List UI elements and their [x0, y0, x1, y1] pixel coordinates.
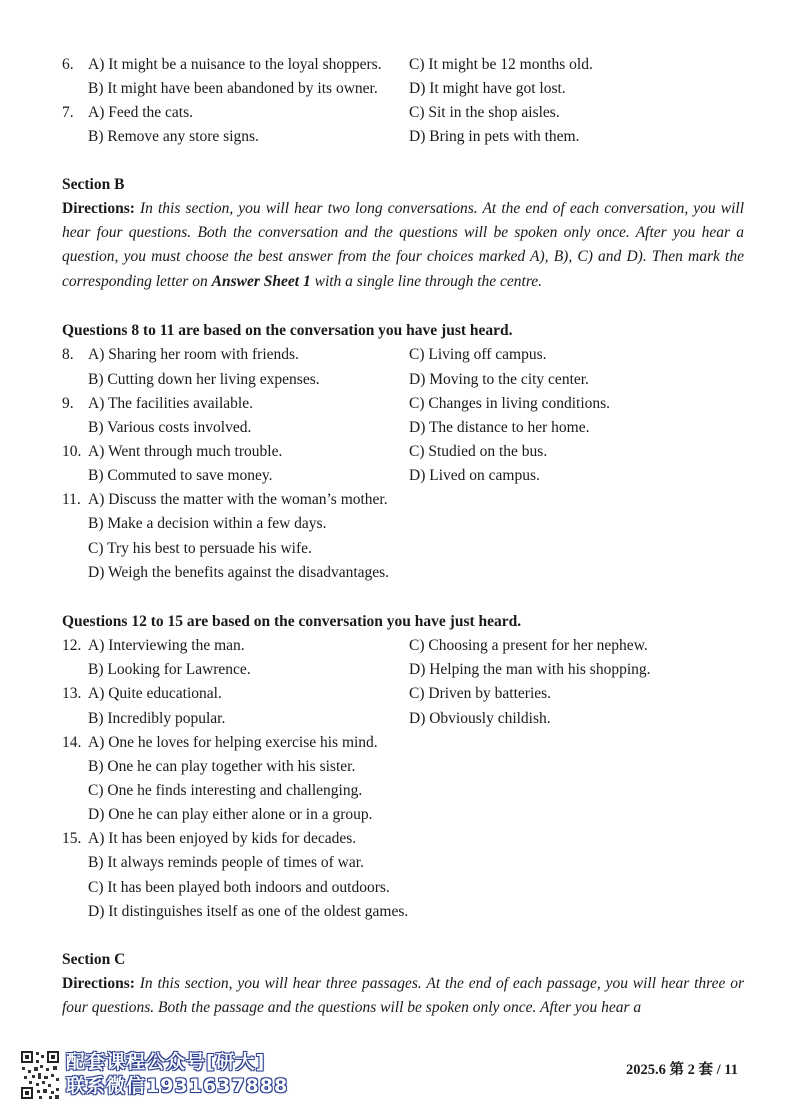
option-a: A) Quite educational.: [88, 685, 222, 702]
option-b: B) It might have been abandoned by its owner.: [88, 80, 378, 97]
option-d: D) It distinguishes itself as one of the oldest games.: [88, 903, 409, 920]
option-c: C) Try his best to persuade his wife.: [88, 540, 312, 557]
promo-line-contact: 联系微信1931637888: [66, 1075, 289, 1097]
option-d: D) It might have got lost.: [409, 80, 566, 97]
option-c: C) Studied on the bus.: [409, 443, 548, 460]
option-d: D) Bring in pets with them.: [409, 128, 580, 145]
option-d: D) One he can play either alone or in a group.: [88, 806, 373, 823]
option-c: C) Living off campus.: [409, 346, 547, 363]
option-c: C) Changes in living conditions.: [409, 395, 611, 412]
directions-label: Directions:: [62, 975, 135, 992]
directions-text: In this section, you will hear two long conversations. At the end of each conversation, you will hear four questions. Both the conversation and the questions will be spoken only once. After you hear a question, you must choose the best answer from the four choices marked A), B), C) and D). Then mark the corresponding letter on: [62, 200, 744, 290]
directions-text-end: with a single line through the centre.: [310, 272, 543, 290]
option-a: A) It might be a nuisance to the loyal shoppers.: [88, 56, 382, 73]
option-c: C) One he finds interesting and challenging.: [88, 782, 363, 799]
option-a: A) Interviewing the man.: [88, 637, 245, 654]
option-d: D) Weigh the benefits against the disadvantages.: [88, 564, 390, 581]
option-a: A) The facilities available.: [88, 395, 253, 412]
option-a: A) Discuss the matter with the woman’s mother.: [88, 491, 388, 508]
answer-sheet-label: Answer Sheet 1: [211, 272, 311, 290]
promo-line-course: 配套课程公众号[研大]: [66, 1051, 266, 1073]
option-c: C) It has been played both indoors and outdoors.: [88, 879, 390, 896]
directions-text: In this section, you will hear three passages. At the end of each passage, you will hear three or four questions. Both the passage and the questions will be spoken only once. After you hear a: [62, 975, 744, 1017]
section-c-title: Section C: [62, 951, 126, 968]
option-d: D) Helping the man with his shopping.: [409, 661, 651, 678]
promo-watermark: [66, 1050, 316, 1102]
section-b-title: Section B: [62, 176, 125, 193]
option-b: B) Make a decision within a few days.: [88, 515, 327, 532]
option-c: C) Driven by batteries.: [409, 685, 552, 702]
question-number: 14.: [62, 734, 82, 751]
question-number: 8.: [62, 346, 74, 363]
option-b: B) Cutting down her living expenses.: [88, 371, 320, 388]
option-c: C) It might be 12 months old.: [409, 56, 593, 73]
group-heading: Questions 12 to 15 are based on the conversation you have just heard.: [62, 613, 522, 630]
option-b: B) Various costs involved.: [88, 419, 252, 436]
question-number: 15.: [62, 830, 82, 847]
section-b-directions: [62, 197, 744, 294]
option-d: D) Obviously childish.: [409, 710, 551, 727]
option-d: D) Moving to the city center.: [409, 371, 589, 388]
option-b: B) One he can play together with his sister.: [88, 758, 356, 775]
question-number: 12.: [62, 637, 82, 654]
question-number: 7.: [62, 104, 74, 121]
option-c: C) Choosing a present for her nephew.: [409, 637, 648, 654]
option-b: B) Remove any store signs.: [88, 128, 259, 145]
option-b: B) Looking for Lawrence.: [88, 661, 251, 678]
option-a: A) Feed the cats.: [88, 104, 194, 121]
option-a: A) Went through much trouble.: [88, 443, 283, 460]
question-number: 10.: [62, 443, 82, 460]
question-number: 11.: [62, 491, 81, 508]
option-b: B) Commuted to save money.: [88, 467, 273, 484]
question-number: 9.: [62, 395, 74, 412]
option-a: A) One he loves for helping exercise his mind.: [88, 734, 378, 751]
question-number: 6.: [62, 56, 74, 73]
option-a: A) It has been enjoyed by kids for decades.: [88, 830, 357, 847]
section-c-directions: [62, 972, 744, 1020]
option-d: D) Lived on campus.: [409, 467, 540, 484]
option-b: B) Incredibly popular.: [88, 710, 226, 727]
option-d: D) The distance to her home.: [409, 419, 590, 436]
directions-label: Directions:: [62, 200, 135, 217]
page-number: 2025.6 第 2 套 / 11: [626, 1062, 738, 1078]
option-c: C) Sit in the shop aisles.: [409, 104, 560, 121]
group-heading: Questions 8 to 11 are based on the conversation you have just heard.: [62, 322, 513, 339]
option-a: A) Sharing her room with friends.: [88, 346, 299, 363]
qr-code-icon: [20, 1050, 60, 1100]
question-number: 13.: [62, 685, 82, 702]
option-b: B) It always reminds people of times of war.: [88, 854, 364, 871]
